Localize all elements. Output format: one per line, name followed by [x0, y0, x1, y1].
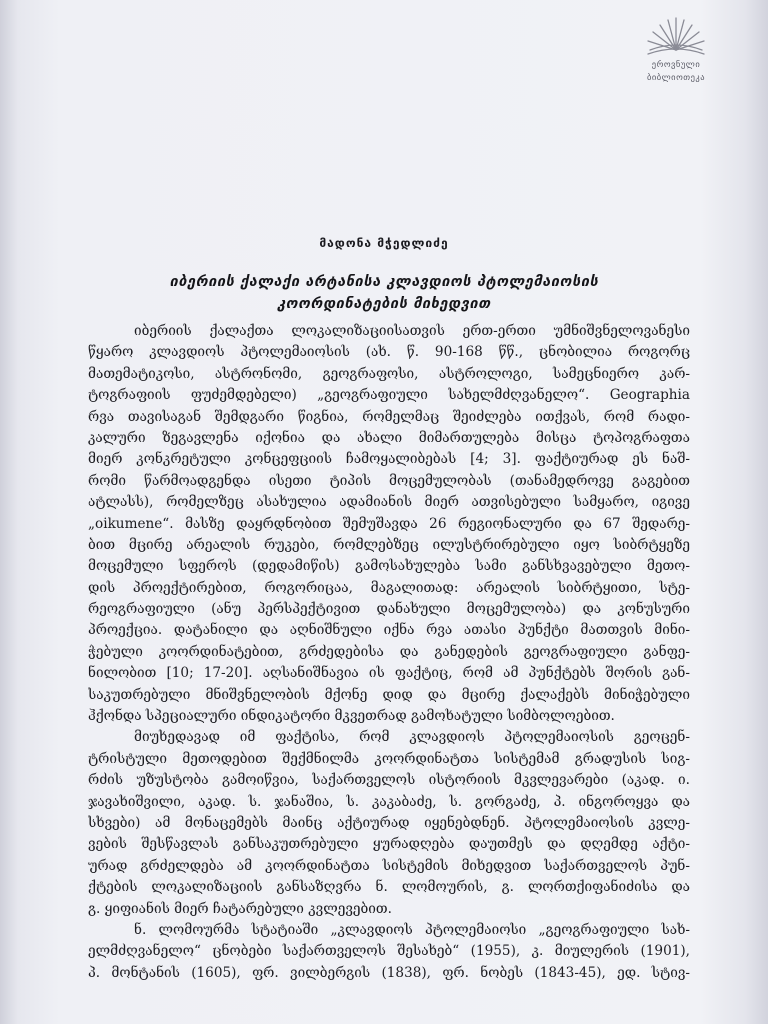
text-line: ტრისტული მეთოდებით შექმნილმა კოორდინატთა სისტემამ გრადუსის სიგ- [88, 750, 690, 767]
text-line: დის პროექტირებით, როგორიცაა, მაგალითად: არეალის სიბრტყითი, სტე- [88, 579, 690, 596]
text-line: იბერიის ქალაქთა ლოკალიზაციისათვის ერთ-ერთი უმნიშვნელოვანესი [134, 323, 690, 339]
text-line: ნ. ლომოურმა სტატიაში „კლავდიოს პტოლემაიოსი „გეოგრაფიული სახ- [134, 921, 690, 938]
text-line: ტოგრაფიის ფუძემდებელი) „გეოგრაფიული სახელმძღვანელო“. Geographia [88, 387, 690, 404]
text-line: სხვები) ამ მონაცემებს მაინც აქტიურად იყენებდნენ. პტოლემაიოსის კვლე- [88, 814, 690, 831]
text-line: რვა თავისაგან შემდგარი წიგნია, რომელმაც შეიძლება ითქვას, რომ რადი- [88, 408, 690, 425]
article-title-line-2: კოორდინატების მიხედვით [277, 296, 491, 312]
library-logo [626, 10, 726, 94]
text-line: მიუხედავად იმ ფაქტისა, რომ კლავდიოს პტოლემაიოსის გეოცენ- [134, 729, 690, 746]
text-line: ჭებული კოორდინატებით, გრძედებისა და განედების გეოგრაფიული განფე- [88, 643, 690, 660]
text-line: პ. მონტანის (1605), ფრ. ვილბერგის (1838), ფრ. ნობეს (1843-45), ედ. სტივ- [88, 964, 690, 981]
author-name: მადონა მჭედლიძე [319, 236, 449, 250]
article-body [88, 321, 690, 984]
article-title-line-1: იბერიის ქალაქი არტანისა კლავდიოს პტოლემაიოსის [169, 274, 599, 290]
text-line: გ. ყიფიანის მიერ ჩატარებული კვლევებით. [88, 900, 392, 917]
text-line: ბით მცირე არეალის რუკები, რომლებზეც ილუსტრირებული იყო სიბრტყეზე [88, 536, 690, 553]
text-line: ელმძღვანელო“ ცნობები საქართველოს შესახებ“ (1955), კ. მიულერის (1901), [88, 943, 690, 960]
text-line: საკუთრებული მნიშვნელობის მქონე დიდ და მცირე ქალაქებს მინიჭებული [88, 686, 690, 703]
text-line: რძის უზუსტობა გამოიწვია, საქართველოს ისტორიის მკვლევარები (აკად. ი. [88, 772, 690, 789]
text-line: ქტების ლოკალიზაციის განსაზღვრა ნ. ლომოურის, გ. ლორთქიფანიძისა და [88, 879, 690, 896]
text-line: ჯავახიშვილი, აკად. ს. ჯანაშია, ს. კაკაბაძე, ს. გორგაძე, პ. ინგოროყვა და [88, 793, 690, 810]
text-line: პროექცია. დატანილი და აღნიშნული იქნა რვა ათასი პუნქტი მათთვის მინი- [88, 622, 690, 639]
logo-text-line-2: ბიბლიოთეკა [646, 73, 706, 83]
text-line: მათემატიკოსი, ასტრონომი, გეოგრაფოსი, ასტროლოგი, სამეცნიერო კარ- [88, 365, 690, 382]
text-line: მოცემული სფეროს (დედამიწის) გამოსახულება სამი განსხვავებული მეთო- [88, 558, 690, 575]
text-line: ატლასს), რომელზეც ასახულია ადამიანის მიერ ათვისებული სამყარო, იგივე [88, 494, 690, 511]
text-line: ურად გრძელდება ამ კოორდინატთა სისტემის მიხედვით საქართველოს პუნ- [88, 857, 690, 874]
text-line: წყარო კლავდიოს პტოლემაიოსის (ახ. წ. 90-168 წწ., ცნობილია როგორც [88, 344, 690, 361]
text-line: კალური ზეგავლენა იქონია და ახალი მიმართულება მისცა ტოპოგრაფთა [88, 429, 690, 446]
text-line: „oikumene“. მასზე დაყრდნობით შემუშავდა 26 რეგიონალური და 67 შედარე- [88, 515, 690, 532]
text-line: ნილობით [10; 17-20]. აღსანიშნავია ის ფაქტიც, რომ ამ პუნქტებს შორის გან- [88, 665, 690, 682]
article-title [60, 271, 708, 315]
text-line: რომი წარმოადგენდა ისეთი ტიპის მოცემულობას (თანამედროვე გაგებით [88, 472, 690, 489]
logo-text-line-1: ეროვნული [651, 60, 701, 70]
text-line: მიერ კონკრეტული კონცეფციის ჩამოყალიბებას [4; 3]. ფაქტიურად ეს ნაშ- [88, 451, 690, 468]
book-fan-icon [644, 10, 708, 56]
text-line: ჰქონდა სპეციალური ინდიკატორი მკვეთრად გამოხატული სიმბოლოებით. [88, 708, 615, 725]
text-line: რეოგრაფიული (ანუ პერსპექტივით დანახული მოცემულობა) და კონუსური [88, 601, 690, 618]
text-line: ვების შესწავლას განსაკუთრებული ყურადღება დაუთმეს და დღემდე აქტი- [88, 836, 690, 853]
